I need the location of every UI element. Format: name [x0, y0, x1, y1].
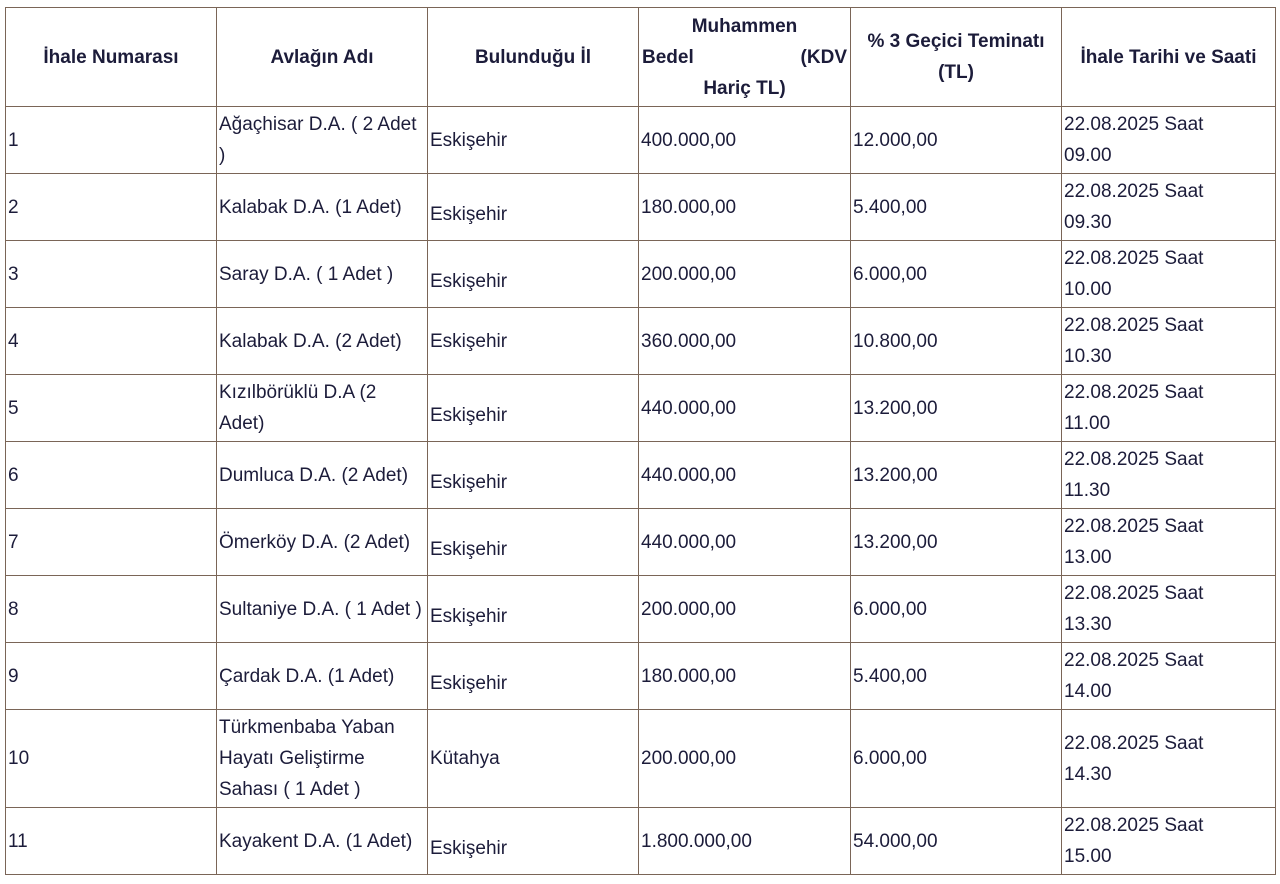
cell-datetime: [1062, 107, 1276, 174]
table-row-10: [6, 710, 1276, 808]
header-price-line2-left: Bedel: [642, 46, 694, 68]
cell-area-name: Çardak D.A. (1 Adet): [217, 643, 428, 710]
header-deposit: [851, 8, 1062, 107]
cell-province: [428, 174, 639, 241]
province-text: Eskişehir: [430, 538, 508, 560]
cell-deposit: 12.000,00: [851, 107, 1062, 174]
cell-estimated-price: 440.000,00: [639, 375, 851, 442]
cell-deposit: 6.000,00: [851, 576, 1062, 643]
date-text: 22.08.2025 Saat: [1064, 315, 1204, 336]
cell-datetime: [1062, 509, 1276, 576]
table-row-8: [6, 576, 1276, 643]
date-text: 22.08.2025 Saat: [1064, 815, 1204, 836]
cell-deposit: 10.800,00: [851, 308, 1062, 375]
time-text: 11.30: [1064, 480, 1111, 501]
time-text: 11.00: [1064, 413, 1111, 434]
cell-area-name: Sultaniye D.A. ( 1 Adet ): [217, 576, 428, 643]
province-text: Eskişehir: [430, 605, 508, 627]
cell-province: [428, 643, 639, 710]
cell-tender-number: 1: [6, 107, 217, 174]
table-row-3: [6, 241, 1276, 308]
province-text: Eskişehir: [430, 330, 508, 352]
cell-province: [428, 375, 639, 442]
cell-tender-number: 2: [6, 174, 217, 241]
table-row-11: [6, 808, 1276, 875]
header-price-line3: Hariç TL): [703, 77, 786, 99]
cell-province: [428, 442, 639, 509]
table-header-row: [6, 8, 1276, 107]
cell-datetime: [1062, 710, 1276, 808]
cell-estimated-price: 400.000,00: [639, 107, 851, 174]
cell-datetime: [1062, 174, 1276, 241]
tender-table: [5, 7, 1276, 875]
cell-deposit: 13.200,00: [851, 442, 1062, 509]
cell-tender-number: 8: [6, 576, 217, 643]
cell-tender-number: 7: [6, 509, 217, 576]
cell-datetime: [1062, 576, 1276, 643]
cell-deposit: 6.000,00: [851, 241, 1062, 308]
province-text: Eskişehir: [430, 404, 508, 426]
cell-tender-number: 5: [6, 375, 217, 442]
date-text: 22.08.2025 Saat: [1064, 248, 1204, 269]
header-deposit-line1: % 3 Geçici Teminatı: [867, 31, 1045, 52]
time-text: 13.00: [1064, 547, 1112, 568]
cell-province: [428, 509, 639, 576]
header-area-name: Avlağın Adı: [217, 8, 428, 107]
province-text: Eskişehir: [430, 203, 508, 225]
cell-tender-number: 4: [6, 308, 217, 375]
cell-estimated-price: 180.000,00: [639, 643, 851, 710]
province-text: Eskişehir: [430, 129, 508, 151]
cell-area-name: Türkmenbaba Yaban Hayatı Geliştirme Sahası ( 1 Adet ): [217, 710, 428, 808]
cell-province: [428, 308, 639, 375]
time-text: 10.30: [1064, 346, 1112, 367]
date-text: 22.08.2025 Saat: [1064, 382, 1204, 403]
header-price-line2-right: (KDV: [800, 46, 847, 68]
header-tender-number: İhale Numarası: [6, 8, 217, 107]
date-text: 22.08.2025 Saat: [1064, 516, 1204, 537]
date-text: 22.08.2025 Saat: [1064, 583, 1204, 604]
cell-deposit: 13.200,00: [851, 509, 1062, 576]
cell-tender-number: 6: [6, 442, 217, 509]
cell-estimated-price: 440.000,00: [639, 442, 851, 509]
cell-datetime: [1062, 241, 1276, 308]
cell-estimated-price: 200.000,00: [639, 710, 851, 808]
time-text: 09.30: [1064, 212, 1112, 233]
cell-datetime: [1062, 442, 1276, 509]
cell-estimated-price: 1.800.000,00: [639, 808, 851, 875]
cell-tender-number: 11: [6, 808, 217, 875]
header-estimated-price: [639, 8, 851, 107]
cell-tender-number: 9: [6, 643, 217, 710]
table-row-2: [6, 174, 1276, 241]
cell-province: [428, 808, 639, 875]
time-text: 15.00: [1064, 846, 1112, 867]
cell-tender-number: 3: [6, 241, 217, 308]
table-body: [6, 107, 1276, 875]
cell-datetime: [1062, 308, 1276, 375]
time-text: 14.00: [1064, 681, 1112, 702]
time-text: 14.30: [1064, 763, 1112, 785]
cell-deposit: 6.000,00: [851, 710, 1062, 808]
date-text: 22.08.2025 Saat: [1064, 449, 1204, 470]
table-row-1: [6, 107, 1276, 174]
cell-datetime: [1062, 808, 1276, 875]
cell-estimated-price: 360.000,00: [639, 308, 851, 375]
province-text: Eskişehir: [430, 837, 508, 859]
cell-province: [428, 710, 639, 808]
time-text: 13.30: [1064, 614, 1112, 635]
cell-deposit: 13.200,00: [851, 375, 1062, 442]
cell-datetime: [1062, 643, 1276, 710]
cell-datetime: [1062, 375, 1276, 442]
cell-province: [428, 576, 639, 643]
header-datetime: İhale Tarihi ve Saati: [1062, 8, 1276, 107]
cell-estimated-price: 440.000,00: [639, 509, 851, 576]
table-row-4: [6, 308, 1276, 375]
cell-deposit: 5.400,00: [851, 643, 1062, 710]
cell-area-name: Ağaçhisar D.A. ( 2 Adet ): [217, 107, 428, 174]
province-text: Eskişehir: [430, 471, 508, 493]
cell-estimated-price: 180.000,00: [639, 174, 851, 241]
time-text: 10.00: [1064, 279, 1112, 300]
date-text: 22.08.2025 Saat: [1064, 114, 1204, 135]
header-province: Bulunduğu İl: [428, 8, 639, 107]
date-text: 22.08.2025 Saat: [1064, 181, 1204, 202]
cell-estimated-price: 200.000,00: [639, 241, 851, 308]
date-text: 22.08.2025 Saat: [1064, 650, 1204, 671]
cell-area-name: Ömerköy D.A. (2 Adet): [217, 509, 428, 576]
table-row-6: [6, 442, 1276, 509]
cell-deposit: 5.400,00: [851, 174, 1062, 241]
cell-area-name: Kalabak D.A. (2 Adet): [217, 308, 428, 375]
cell-area-name: Kalabak D.A. (1 Adet): [217, 174, 428, 241]
cell-area-name: Kayakent D.A. (1 Adet): [217, 808, 428, 875]
header-deposit-line2: (TL): [938, 62, 974, 83]
table-row-5: [6, 375, 1276, 442]
cell-province: [428, 107, 639, 174]
cell-deposit: 54.000,00: [851, 808, 1062, 875]
table-row-7: [6, 509, 1276, 576]
province-text: Eskişehir: [430, 270, 508, 292]
date-text: 22.08.2025 Saat: [1064, 732, 1204, 754]
table-row-9: [6, 643, 1276, 710]
province-text: Kütahya: [430, 748, 500, 769]
cell-province: [428, 241, 639, 308]
time-text: 09.00: [1064, 145, 1112, 166]
header-price-line1: Muhammen: [691, 15, 798, 37]
cell-tender-number: 10: [6, 710, 217, 808]
cell-estimated-price: 200.000,00: [639, 576, 851, 643]
cell-area-name: Kızılbörüklü D.A (2 Adet): [217, 375, 428, 442]
province-text: Eskişehir: [430, 672, 508, 694]
cell-area-name: Saray D.A. ( 1 Adet ): [217, 241, 428, 308]
header-price-line2: [642, 42, 847, 73]
cell-area-name: Dumluca D.A. (2 Adet): [217, 442, 428, 509]
